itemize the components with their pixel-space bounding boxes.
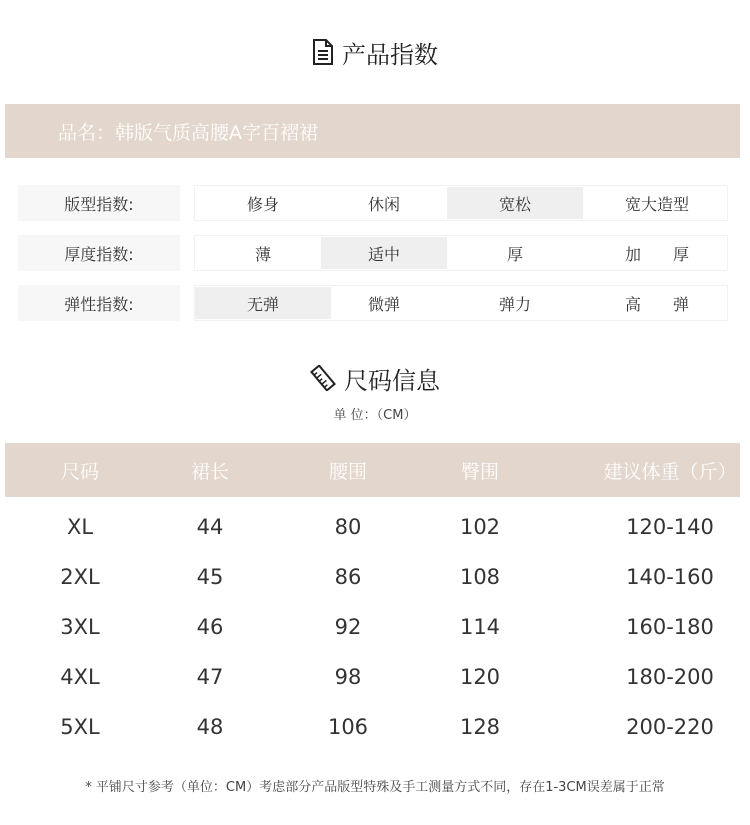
size-header-cell: 裙长 <box>190 460 229 483</box>
index-options <box>194 185 728 221</box>
size-cell: 92 <box>334 615 362 639</box>
size-cell: XL <box>66 515 94 539</box>
index-option: 厚 <box>506 244 523 264</box>
size-cell: 200-220 <box>626 715 714 739</box>
index-option: 修身 <box>246 194 279 214</box>
unit-label: 单 位：（CM） <box>333 408 417 423</box>
size-cell: 3XL <box>60 615 100 639</box>
size-cell: 45 <box>196 565 224 589</box>
index-option: 薄 <box>254 244 271 264</box>
index-options <box>194 235 728 271</box>
size-cell: 120 <box>459 665 501 689</box>
size-table-header <box>5 443 740 497</box>
size-cell: 46 <box>196 615 224 639</box>
size-info-title-text: 尺码信息 <box>344 366 440 395</box>
size-header-cell: 建议体重（斤） <box>603 460 737 483</box>
size-cell: 106 <box>327 715 369 739</box>
index-option: 高 弹 <box>624 294 689 314</box>
index-option: 加 厚 <box>624 244 689 264</box>
index-label: 弹性指数: <box>18 285 180 321</box>
index-label: 厚度指数: <box>18 235 180 271</box>
table-row <box>5 502 740 552</box>
size-cell: 86 <box>334 565 362 589</box>
document-icon <box>312 39 334 65</box>
index-option-selected: 宽松 <box>447 187 583 219</box>
size-cell: 47 <box>196 665 224 689</box>
index-row <box>18 235 728 271</box>
product-index-title-text: 产品指数 <box>342 40 438 69</box>
size-cell: 2XL <box>60 565 100 589</box>
index-row <box>18 285 728 321</box>
size-cell: 180-200 <box>626 665 714 689</box>
index-option-selected: 无弹 <box>195 287 331 319</box>
index-option: 宽大造型 <box>624 194 689 214</box>
index-options <box>194 285 728 321</box>
size-cell: 120-140 <box>626 515 714 539</box>
size-cell: 160-180 <box>626 615 714 639</box>
size-header-cell: 腰围 <box>328 460 367 483</box>
size-cell: 4XL <box>60 665 100 689</box>
size-cell: 44 <box>196 515 224 539</box>
size-cell: 114 <box>459 615 501 639</box>
index-option-selected: 适中 <box>321 237 447 269</box>
product-index-title <box>0 32 750 72</box>
size-cell: 80 <box>334 515 362 539</box>
index-option: 弹力 <box>498 294 531 314</box>
table-row <box>5 552 740 602</box>
table-row <box>5 602 740 652</box>
size-header-cell: 臀围 <box>460 460 499 483</box>
table-row <box>5 652 740 702</box>
index-option: 休闲 <box>367 194 400 214</box>
size-header-cell: 尺码 <box>60 460 99 483</box>
size-cell: 128 <box>459 715 501 739</box>
index-label: 版型指数: <box>18 185 180 221</box>
index-option: 微弹 <box>367 294 400 314</box>
size-info-title <box>0 358 750 398</box>
size-cell: 102 <box>459 515 501 539</box>
size-cell: 140-160 <box>626 565 714 589</box>
product-name: 品名：韩版气质高腰A字百褶裙 <box>58 121 318 144</box>
table-row <box>5 702 740 752</box>
index-row <box>18 185 728 221</box>
size-cell: 48 <box>196 715 224 739</box>
footnote: * 平铺尺寸参考（单位：CM）考虑部分产品版型特殊及手工测量方式不同，存在1-3CM误差属于正常 <box>85 780 665 795</box>
ruler-icon <box>310 365 336 391</box>
size-cell: 108 <box>459 565 501 589</box>
product-name-bar <box>5 104 740 158</box>
size-cell: 98 <box>334 665 362 689</box>
size-cell: 5XL <box>60 715 100 739</box>
